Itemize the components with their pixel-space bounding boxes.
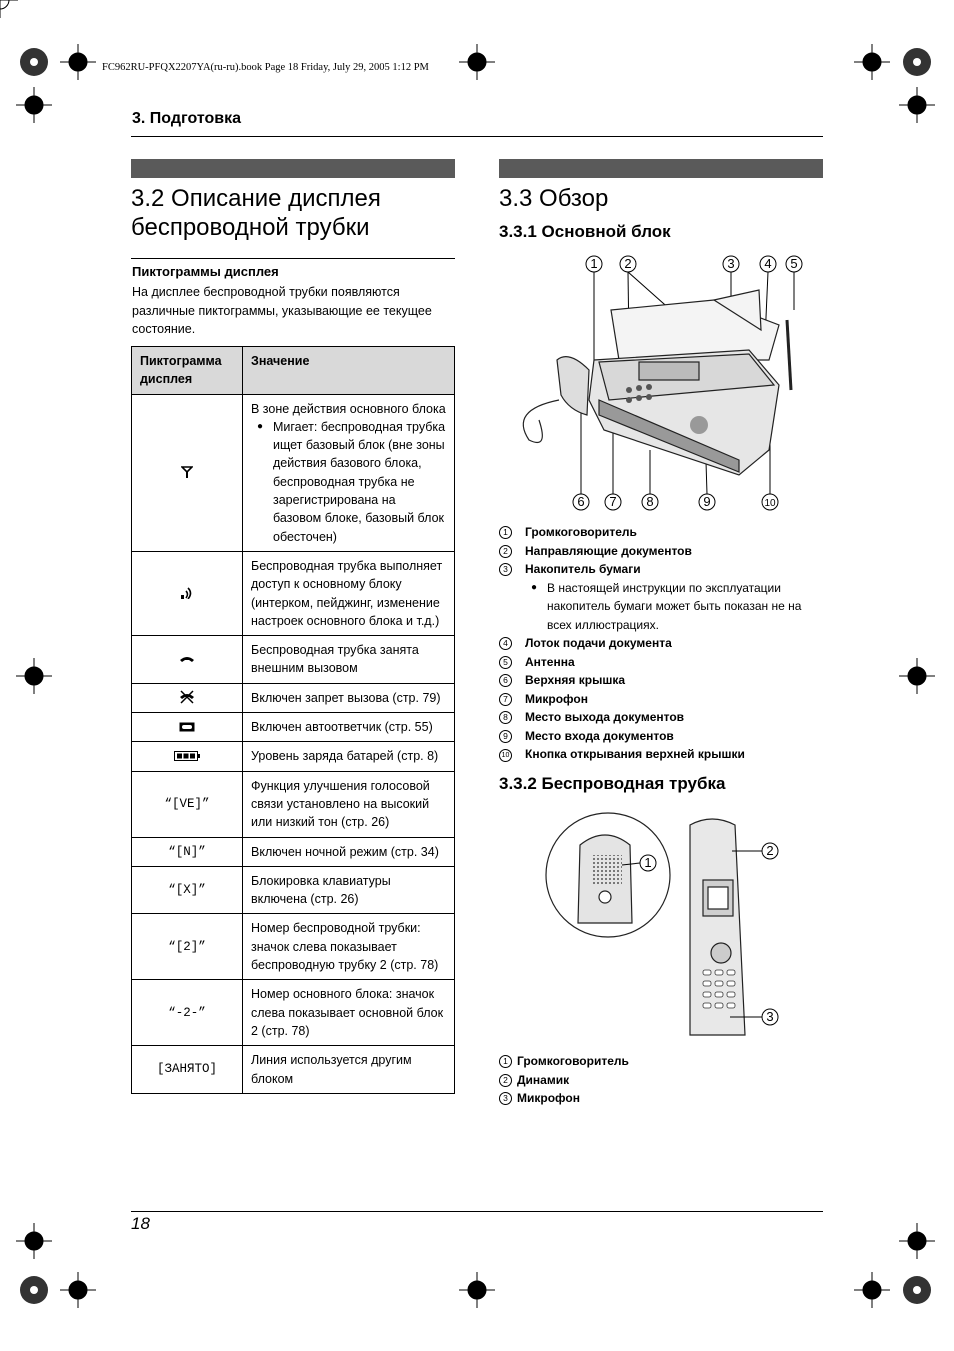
- antenna-icon: [181, 466, 193, 478]
- table-row: [132, 394, 455, 551]
- answering-machine-icon: [179, 722, 195, 732]
- list-item: 8 Место выхода документов: [499, 708, 823, 727]
- row-icon-label: [ЗАНЯТО]: [132, 1046, 243, 1094]
- row-text: Включен запрет вызова (стр. 79): [243, 683, 455, 712]
- table-row: [132, 771, 455, 837]
- list-item: 1 Громкоговоритель: [499, 1052, 799, 1071]
- list-item: 2 Направляющие документов: [499, 542, 823, 561]
- header-rule: [131, 136, 823, 137]
- left-title: [131, 184, 381, 242]
- page-number: 18: [131, 1214, 150, 1233]
- row-text: Функция улучшения голосовой связи установлено на высокий или низкий тон (стр. 26): [243, 771, 455, 837]
- list-item-note: ● В настоящей инструкции по эксплуатации накопитель бумаги может быть показан не на всех иллюстрациях.: [499, 579, 823, 635]
- icons-table: [131, 346, 455, 1094]
- callouts-top: [586, 256, 802, 272]
- row-text: Беспроводная трубка выполняет доступ к основному блоку (интерком, пейджинг, изменение настроек основного блока и т.д.): [243, 551, 455, 635]
- table-row: [132, 713, 455, 742]
- phone-busy-icon: [179, 654, 195, 664]
- footer-rule: [131, 1211, 823, 1212]
- callout-8: 8: [646, 494, 654, 509]
- row-icon-label: “[N]”: [132, 837, 243, 866]
- signal-icon: [181, 587, 193, 599]
- left-title-line2: беспроводной трубки: [131, 214, 370, 241]
- icons-intro: На дисплее беспроводной трубки появляются различные пиктограммы, указывающие ее текущее состояние.: [132, 285, 432, 336]
- list-item: 5 Антенна: [499, 653, 823, 672]
- list-item: 3 Микрофон: [499, 1089, 799, 1108]
- handset-subheading: 3.3.2 Беспроводная трубка: [499, 774, 726, 793]
- row-text: Блокировка клавиатуры включена (стр. 26): [243, 866, 455, 914]
- handset-callout-1: 1: [644, 855, 652, 870]
- right-title: 3.3 Обзор: [499, 185, 609, 212]
- row-text: Номер основного блока: значок слева показывает основной блок 2 (стр. 78): [243, 980, 455, 1046]
- handset-callout-3: 3: [766, 1009, 774, 1024]
- left-title-rule: [131, 258, 455, 259]
- table-row: [132, 980, 455, 1046]
- print-header: FC962RU-PFQX2207YA(ru-ru).book Page 18 Friday, July 29, 2005 1:12 PM: [102, 62, 429, 73]
- table-row: [132, 742, 455, 771]
- row-text: В зоне действия основного блока: [251, 401, 446, 416]
- row-text: Включен ночной режим (стр. 34): [243, 837, 455, 866]
- list-item: 6 Верхняя крышка: [499, 671, 823, 690]
- table-header-row: [132, 347, 455, 395]
- list-item: 1 Громкоговоритель: [499, 523, 823, 542]
- callout-1: 1: [590, 256, 598, 271]
- row-text: Беспроводная трубка занята внешним вызовом: [243, 636, 455, 684]
- callout-7: 7: [609, 494, 617, 509]
- list-item: 4 Лоток подачи документа: [499, 634, 823, 653]
- main-unit-legend: [499, 523, 823, 764]
- row-bullet: ● Мигает: беспроводная трубка ищет базовый блок (вне зоны действия базового блока, беспроводная трубка не зарегистрирована на базовом блоке, базовый блок обесточен): [273, 418, 446, 546]
- table-row: [132, 1046, 455, 1094]
- table-row: [132, 837, 455, 866]
- row-text: Номер беспроводной трубки: значок слева показывает беспроводную трубку 2 (стр. 78): [243, 914, 455, 980]
- table-row: [132, 551, 455, 635]
- callout-5: 5: [790, 256, 798, 271]
- left-heading-bar: [131, 159, 455, 178]
- col-meaning-header: Значение: [243, 347, 455, 395]
- row-text: Линия используется другим блоком: [243, 1046, 455, 1094]
- call-barred-icon: [179, 690, 195, 704]
- callout-9: 9: [703, 494, 711, 509]
- right-heading-bar: [499, 159, 823, 178]
- callout-2: 2: [624, 256, 632, 271]
- table-row: [132, 914, 455, 980]
- section-title: 3. Подготовка: [132, 110, 241, 127]
- table-row: [132, 683, 455, 712]
- list-item: 7 Микрофон: [499, 690, 823, 709]
- callout-10: 10: [764, 498, 776, 509]
- row-icon-label: “[X]”: [132, 866, 243, 914]
- col-icon-header: Пиктограмма дисплея: [132, 347, 243, 395]
- main-unit-subheading: 3.3.1 Основной блок: [499, 222, 671, 241]
- battery-icon: [174, 751, 200, 761]
- table-row: [132, 636, 455, 684]
- callout-6: 6: [577, 494, 585, 509]
- list-item: 2 Динамик: [499, 1071, 799, 1090]
- callout-3: 3: [727, 256, 735, 271]
- row-icon-label: “-2-”: [132, 980, 243, 1046]
- row-text: Уровень заряда батарей (стр. 8): [243, 742, 455, 771]
- handset-legend: [499, 1052, 799, 1108]
- callout-4: 4: [764, 256, 772, 271]
- handset-illustration: [540, 805, 800, 1040]
- list-item: 10 Кнопка открывания верхней крышки: [499, 745, 823, 764]
- row-text: Включен автоответчик (стр. 55): [243, 713, 455, 742]
- row-icon-label: “[2]”: [132, 914, 243, 980]
- callouts-bottom: [573, 494, 778, 510]
- handset-callout-2: 2: [766, 843, 774, 858]
- table-row: [132, 866, 455, 914]
- fax-machine-illustration: [499, 250, 823, 520]
- list-item: 3 Накопитель бумаги: [499, 560, 823, 579]
- icons-subheading: Пиктограммы дисплея: [132, 264, 279, 279]
- row-icon-label: “[VE]”: [132, 771, 243, 837]
- left-title-line1: 3.2 Описание дисплея: [131, 185, 381, 212]
- list-item: 9 Место входа документов: [499, 727, 823, 746]
